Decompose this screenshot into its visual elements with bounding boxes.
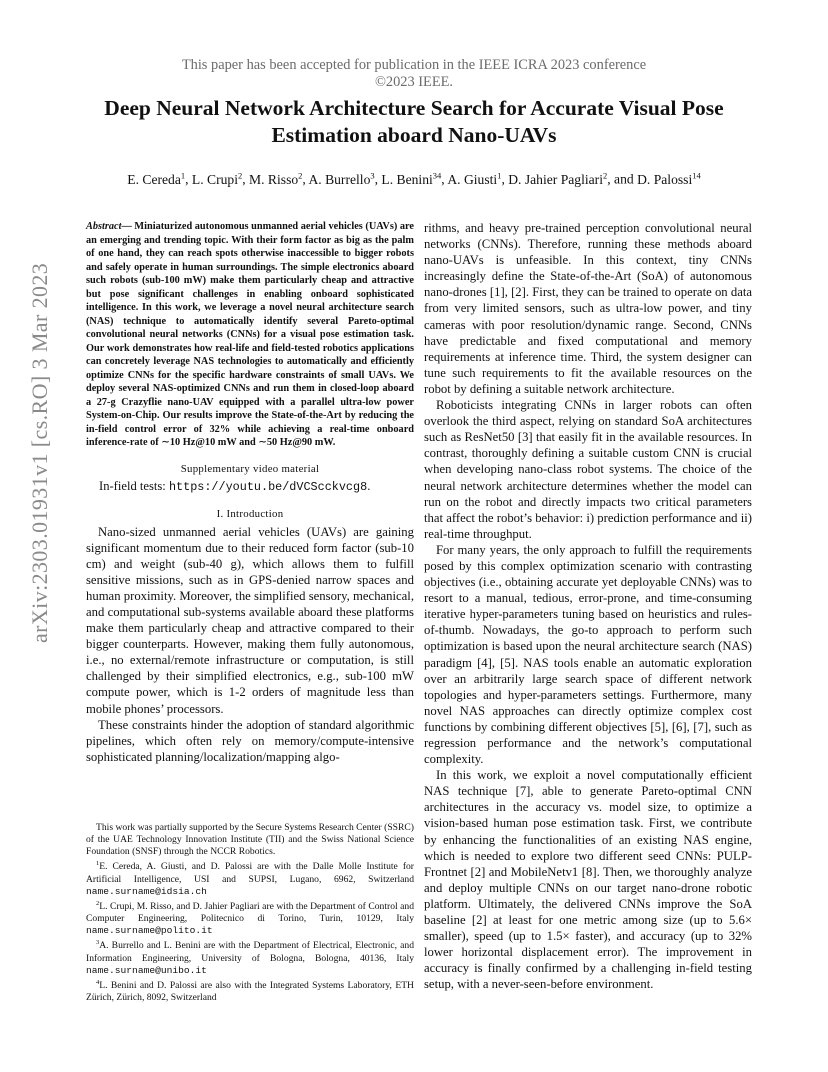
supplementary-label: In-field tests: <box>99 478 169 493</box>
email-2[interactable]: name.surname@polito.it <box>86 925 213 937</box>
intro-paragraph-5: For many years, the only approach to fulfill the requirements posed by this complex optimization scenario with contrasting objectives (i.e., obtaining accurate yet deployable CNNs) was to resort to a manual, tedious, error-prone, and time-consuming iterative hyper-parameters tuning based on heuristics and rules-of-thumb. Nowadays, the go-to approach to perform such optimization is based upon the neural architecture search (NAS) paradigm [4], [5]. NAS tools enable an automatic exploration over an arbitrarily large search space of different network topologies and hyper-parameters settings. Furthermore, many novel NAS approaches can directly optimize complex cost functions by combining different objectives [5], [6], [7], such as regression performance and the network’s computational complexity. <box>424 542 752 767</box>
abstract <box>86 220 414 450</box>
intro-heading: I. Introduction <box>216 507 284 520</box>
publication-notice: This paper has been accepted for publication in the IEEE ICRA 2023 conference <box>181 57 647 73</box>
abstract-text: — Miniaturized autonomous unmanned aerial vehicles (UAVs) are an emerging and trending topic. With their form factor as big as the palm of one hand, they can reach spots otherwise inaccessible to bigger robots and safely operate in human surroundings. The simple electronics aboard such robots (sub-100 mW) make them particularly cheap and attractive but pose significant challenges in enabling onboard sophisticated intelligence. In this work, we leverage a novel neural architecture search (NAS) technique to automatically identify several Pareto-optimal convolutional neural networks (CNNs) for a visual pose estimation task. Our work demonstrates how real-life and field-tested robotics applications can concretely leverage NAS technologies to automatically and efficiently optimize CNNs for the specific hardware constraints of small UAVs. We deploy several NAS-optimized CNNs and run them in closed-loop aboard a 27-g Crazyflie nano-UAV equipped with a parallel ultra-low power System-on-Chip. Our results improve the State-of-the-Art by reducing the in-field control error of 32% while achieving a real-time onboard inference-rate of ∼10 Hz@10 mW and ∼50 Hz@90 mW. <box>86 221 414 448</box>
paper-title: Deep Neural Network Architecture Search for Accurate Visual Pose Estimation aboard Nano-UAVs <box>104 96 724 147</box>
email-1[interactable]: name.surname@idsia.ch <box>86 885 207 897</box>
author-3: M. Risso$^2$ <box>249 170 303 187</box>
video-link[interactable]: https://youtu.be/dVCScckvcg8 <box>168 479 368 494</box>
intro-paragraph-6: In this work, we exploit a novel computationally efficient NAS technique [7], able to generate Pareto-optimal CNN architectures in the accuracy vs. model size, to optimize a vision-based human pose estimation task. First, we contribute by enhancing the functionalities of an existing NAS engine, which is needed to explore two different seed CNNs: PULP-Frontnet [2] and MobileNetv1 [8]. Then, we thoroughly analyze and deploy multiple CNNs on our target nano-drone robotic platform. Ultimately, the delivered CNNs improve the SoA baseline [2] at least for one metric among size (up to 5.6× smaller), speed (up to 1.5× faster), and accuracy (up to 32% lower horizontal displacement error). The improvement in accuracy is finally confirmed by a challenging in-field testing setup, with a never-seen-before environment. <box>424 768 752 992</box>
intro-paragraph-2: These constraints hinder the adoption of standard algorithmic pipelines, which often rely on memory/compute-intensive sophisticated planning/localization/mapping algo- <box>86 717 414 764</box>
author-2: L. Crupi$^2$ <box>191 170 243 187</box>
left-column <box>86 220 414 765</box>
affiliation-note-1: $^1$E. Cereda, A. Giusti, and D. Palossi are with the Dalle Molle Institute for Artificial Intelligence, USI and SUPSI, Lugano, 6962, Switzerland name.surname@idsia.ch <box>86 860 414 897</box>
author-7: D. Jahier Pagliari$^2$ <box>508 170 608 187</box>
affiliation-note-2: $^2$L. Crupi, M. Risso, and D. Jahier Pagliari are with the Department of Control and Computer Engineering, Politecnico di Torino, Turin, 10129, Italy name.surname@polito.it <box>86 899 414 937</box>
funding-note: This work was partially supported by the Secure Systems Research Center (SSRC) of the UAE Technology Innovation Institute (TII) and the Swiss National Science Foundation (SNSF) through the NCCR Robotics. <box>86 822 414 858</box>
intro-paragraph-3: rithms, and heavy pre-trained perception convolutional neural networks (CNNs). Therefore, running these methods aboard nano-UAVs is unfeasible. In this context, tiny CNNs increasingly define the State-of-the-Art (SoA) of autonomous nano-drones [1], [2]. First, they can be trained to operate on data from very limited sensors, such as ultra-low power, and tiny cameras with poor resolution/dynamic range. Second, CNNs have predictable and fixed computational and memory requirements at inference time. Third, the system designer can tune such requirements to fit the available resources on the robot by defining a suitable network architecture. <box>424 221 752 396</box>
author-6: A. Giusti$^1$ <box>447 170 502 187</box>
copyright-notice: ©2023 IEEE. <box>374 74 454 90</box>
supplementary-heading: Supplementary video material <box>180 462 320 475</box>
author-4: A. Burrello$^3$ <box>308 170 375 187</box>
intro-paragraph-4: Roboticists integrating CNNs in larger robots can often overlook the third aspect, relying on standard SoA architectures such as ResNet50 [3] that easily fit in the available resources. In contrast, thoroughly defining a suitable custom CNN is crucial when developing nano-class robot systems. The choice of the neural network architecture determines whether the model can run on the robot and directly impacts two critical parameters that affect the robot’s behavior: i) prediction performance and ii) real-time throughput. <box>424 398 752 541</box>
author-5: L. Benini$^{34}$ <box>381 170 442 187</box>
affiliation-note-4: $^4$L. Benini and D. Palossi are also with the Integrated Systems Laboratory, ETH Zürich, Zürich, 8092, Switzerland <box>86 978 414 1003</box>
right-column <box>424 220 752 993</box>
affiliation-note-3: $^3$A. Burrello and L. Benini are with the Department of Electrical, Electronic, and Information Engineering, University of Bologna, Bologna, 40136, Italy name.surname@unibo.it <box>86 939 414 976</box>
arxiv-identifier: arXiv:2303.01931v1 [cs.RO] 3 Mar 2023 <box>27 262 52 643</box>
author-1: E. Cereda$^1$ <box>127 170 186 187</box>
email-3[interactable]: name.surname@unibo.it <box>86 964 207 976</box>
author-list: E. Cereda$^1$, L. Crupi$^2$, M. Risso$^2$, A. Burrello$^3$, L. Benini$^{34}$, A. Giusti$^1$, D. Jahier Pagliari$^2$, and D. Palossi$^{14}$ <box>127 170 701 187</box>
footnotes <box>86 822 414 1004</box>
supplementary-line: In-field tests: https://youtu.be/dVCScckvcg8. <box>99 478 371 494</box>
author-8: D. Palossi$^{14}$ <box>637 170 701 187</box>
abstract-label: Abstract <box>86 221 122 232</box>
intro-paragraph-1: Nano-sized unmanned aerial vehicles (UAVs) are gaining significant momentum due to their reduced form factor (sub-10 cm) and weight (sub-40 g), which allows them to fulfill sensitive missions, such as in GPS-denied narrow spaces and human proximity. Moreover, the simplified sensory, mechanical, and computational sub-systems available aboard these platforms make them particularly cheap and attractive compared to their bigger counterparts. However, making them fully autonomous, i.e., no external/remote infrastructure or computation, is still challenged by their simplified electronics, e.g., sub-100 mW compute power, which is 1-2 orders of magnitude less than mobile phones’ processors. <box>86 524 414 716</box>
